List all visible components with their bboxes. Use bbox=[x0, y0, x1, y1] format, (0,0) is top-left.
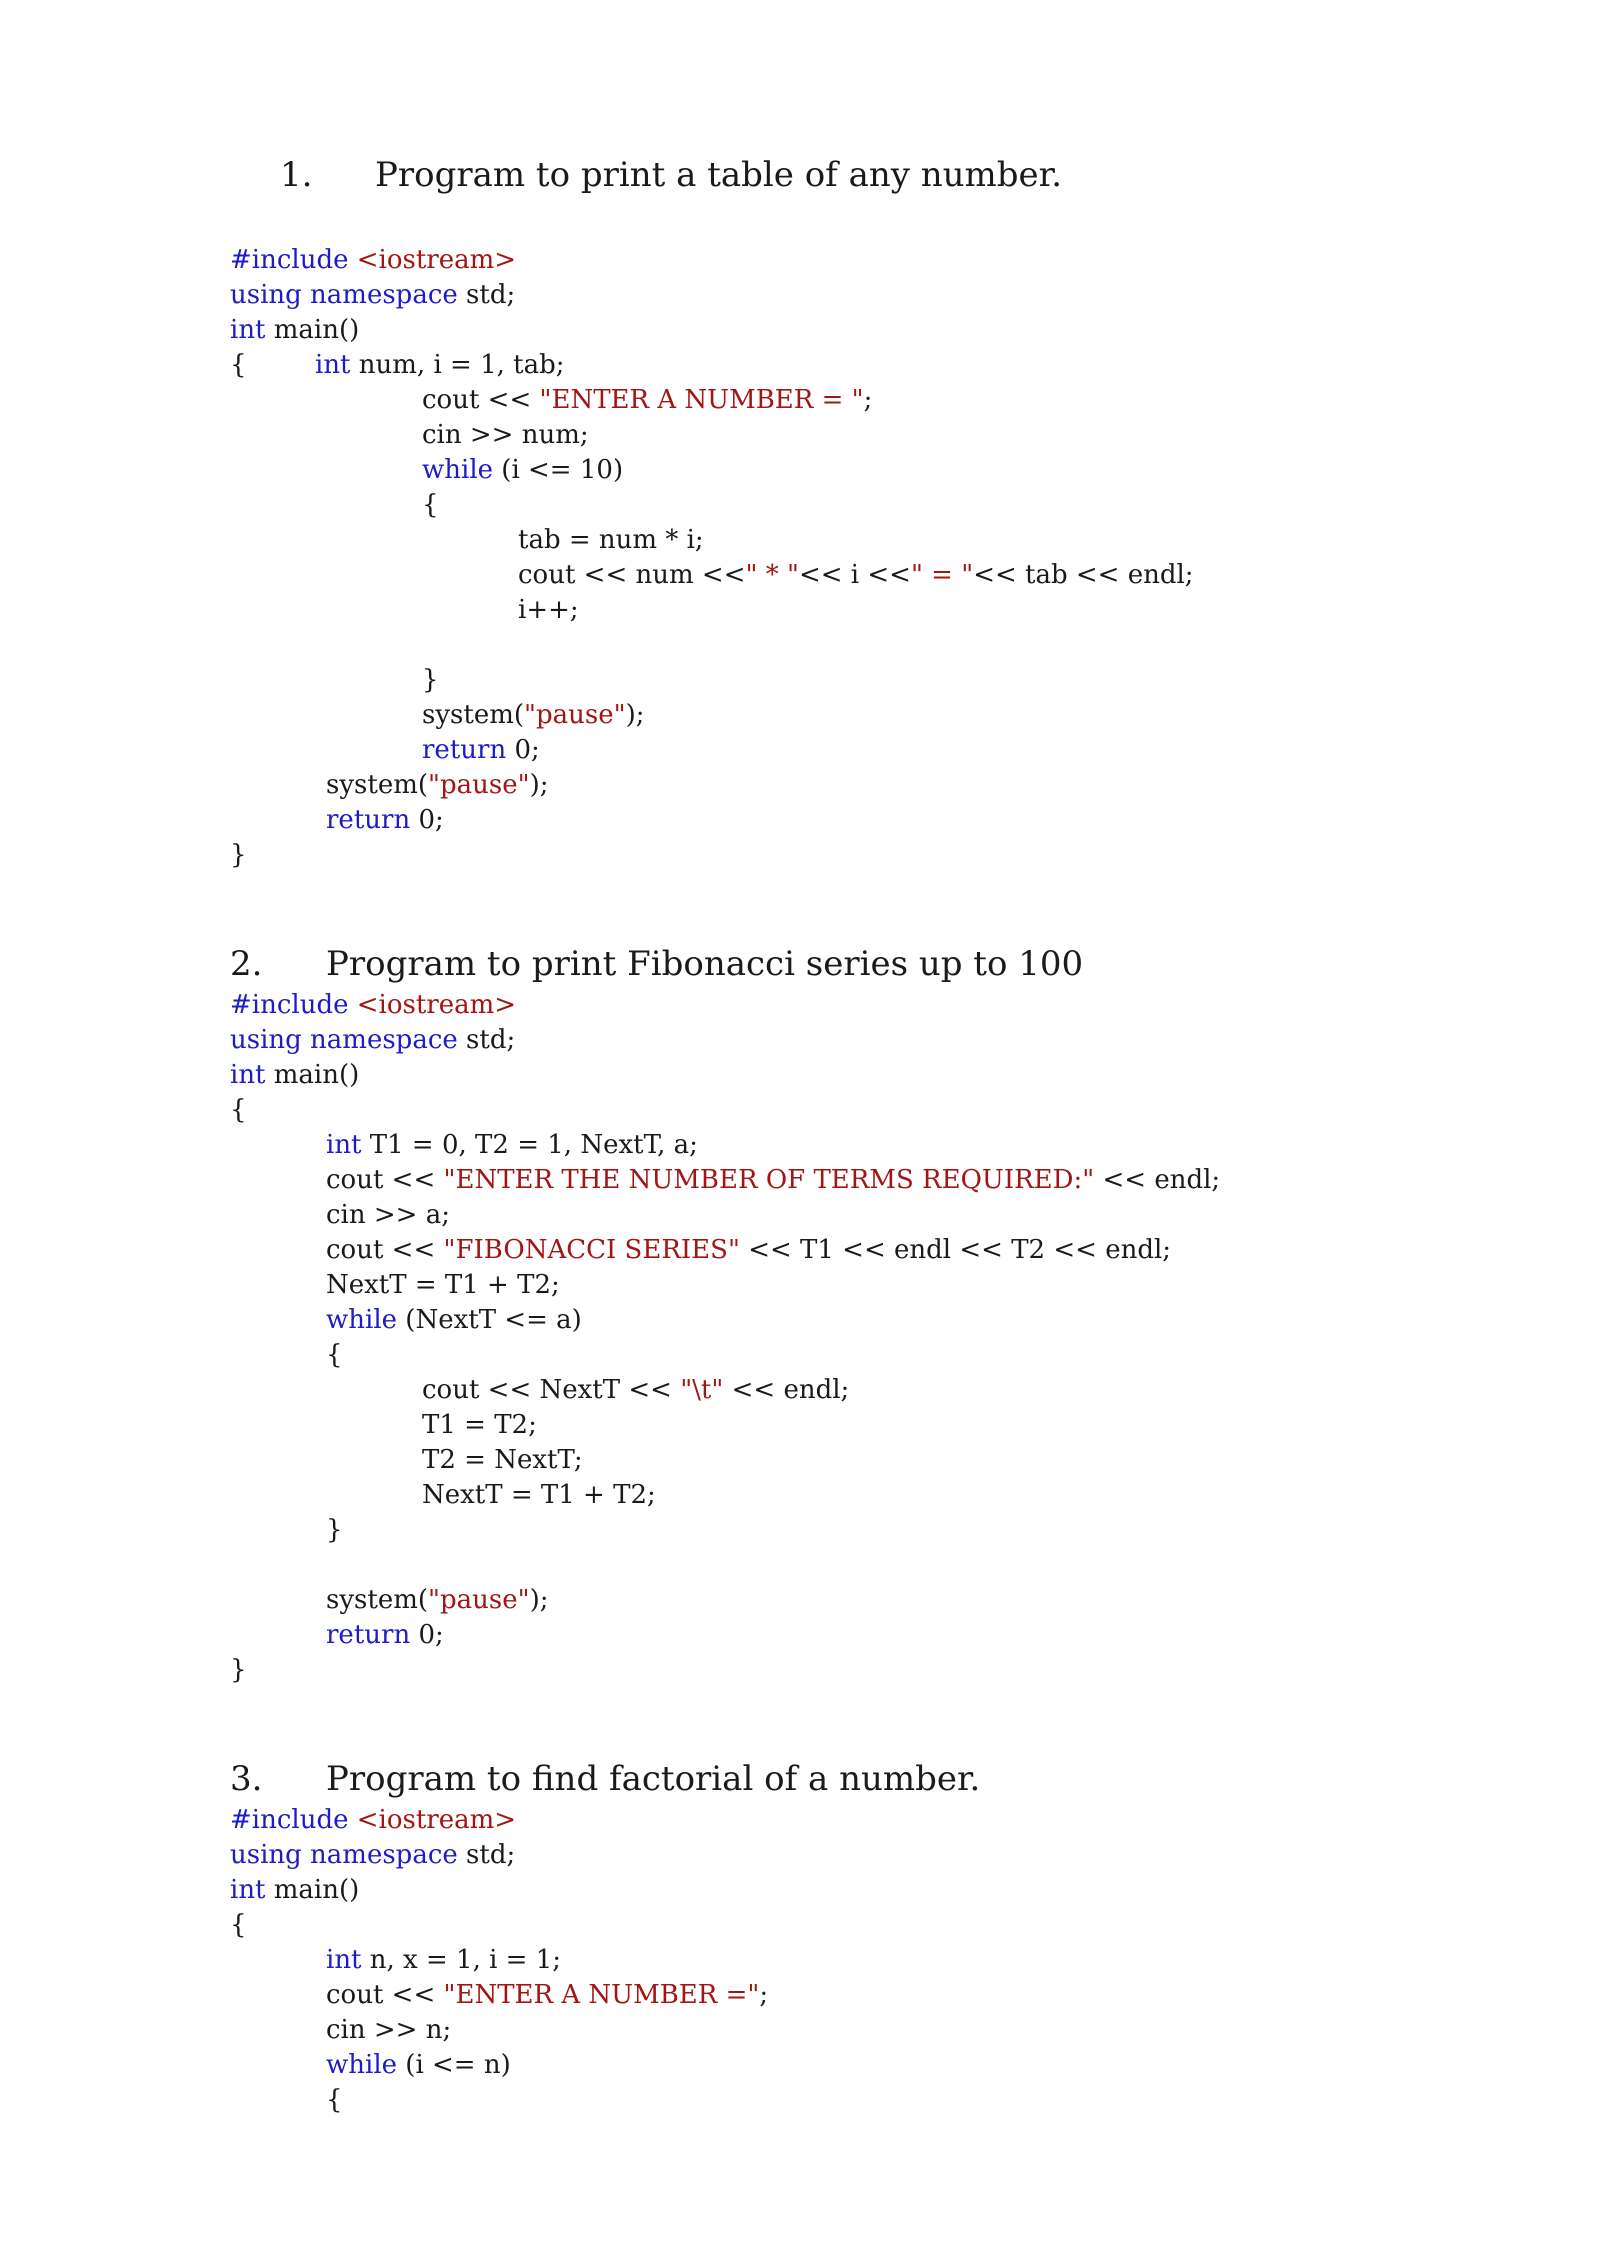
code-line bbox=[230, 349, 247, 381]
code-keyword: int bbox=[230, 1060, 274, 1090]
code-line bbox=[326, 1584, 548, 1616]
code-line bbox=[326, 2014, 451, 2046]
code-line bbox=[518, 594, 579, 626]
code-text: ; bbox=[863, 385, 873, 415]
section-2-title: Program to print Fibonacci series up to 100 bbox=[326, 944, 1084, 984]
code-text: main() bbox=[273, 315, 360, 345]
code-keyword: int bbox=[230, 1875, 274, 1905]
code-line bbox=[422, 664, 439, 696]
code-string: "ENTER A NUMBER = " bbox=[539, 385, 864, 415]
code-string: <iostream> bbox=[356, 990, 517, 1020]
code-keyword: return bbox=[422, 735, 515, 765]
code-line bbox=[326, 1199, 450, 1231]
code-line bbox=[326, 769, 548, 801]
code-line bbox=[326, 2084, 343, 2116]
code-text: { bbox=[326, 1340, 343, 1370]
code-string: " = " bbox=[910, 560, 974, 590]
code-line bbox=[230, 1654, 247, 1686]
code-line bbox=[326, 2049, 511, 2081]
code-text: T1 = 0, T2 = 1, NextT, a; bbox=[369, 1130, 698, 1160]
code-line bbox=[422, 489, 439, 521]
code-text: ); bbox=[529, 1585, 549, 1615]
code-text: cin >> a; bbox=[326, 1200, 450, 1230]
code-keyword: #include bbox=[230, 245, 357, 275]
code-line bbox=[230, 279, 515, 311]
code-text: << tab << endl; bbox=[973, 560, 1194, 590]
code-text: main() bbox=[273, 1060, 360, 1090]
code-text: n, x = 1, i = 1; bbox=[369, 1945, 562, 1975]
code-text: ); bbox=[625, 700, 645, 730]
code-line bbox=[230, 1094, 247, 1126]
code-line bbox=[315, 349, 565, 381]
code-line bbox=[422, 1374, 849, 1406]
code-text: NextT = T1 + T2; bbox=[326, 1270, 560, 1300]
code-line bbox=[422, 699, 644, 731]
code-line bbox=[422, 1444, 583, 1476]
code-line bbox=[422, 454, 623, 486]
code-text: cout << bbox=[326, 1235, 444, 1265]
code-text: } bbox=[422, 665, 439, 695]
code-string: "pause" bbox=[524, 700, 626, 730]
code-line bbox=[230, 1839, 515, 1871]
section-1-number: 1. bbox=[280, 155, 313, 195]
code-line bbox=[422, 419, 589, 451]
code-line bbox=[326, 1234, 1171, 1266]
section-3-number: 3. bbox=[230, 1759, 263, 1799]
code-line bbox=[326, 1339, 343, 1371]
code-text: T2 = NextT; bbox=[422, 1445, 583, 1475]
code-text: { bbox=[230, 350, 247, 380]
code-string: <iostream> bbox=[356, 1805, 517, 1835]
code-text: i++; bbox=[518, 595, 579, 625]
code-text: << endl; bbox=[723, 1375, 850, 1405]
code-keyword: return bbox=[326, 1620, 419, 1650]
code-string: "FIBONACCI SERIES" bbox=[443, 1235, 740, 1265]
code-string: "pause" bbox=[428, 1585, 530, 1615]
code-text: std; bbox=[466, 1840, 516, 1870]
code-line bbox=[230, 1804, 516, 1836]
code-text: ); bbox=[529, 770, 549, 800]
code-string: "pause" bbox=[428, 770, 530, 800]
code-keyword: #include bbox=[230, 990, 357, 1020]
code-text: system( bbox=[326, 770, 429, 800]
code-text: ; bbox=[759, 1980, 769, 2010]
code-line bbox=[230, 1059, 359, 1091]
code-line bbox=[230, 989, 516, 1021]
code-text: tab = num * i; bbox=[518, 525, 704, 555]
code-keyword: #include bbox=[230, 1805, 357, 1835]
code-text: num, i = 1, tab; bbox=[358, 350, 565, 380]
code-text: } bbox=[230, 840, 247, 870]
code-keyword: while bbox=[326, 2050, 406, 2080]
code-keyword: using namespace bbox=[230, 1840, 467, 1870]
code-text: cin >> num; bbox=[422, 420, 589, 450]
code-text: NextT = T1 + T2; bbox=[422, 1480, 656, 1510]
code-text: << endl; bbox=[1094, 1165, 1221, 1195]
code-line bbox=[326, 1619, 444, 1651]
code-text: } bbox=[326, 1515, 343, 1545]
code-string: "ENTER A NUMBER =" bbox=[443, 1980, 760, 2010]
code-line bbox=[326, 804, 444, 836]
section-2-number: 2. bbox=[230, 944, 263, 984]
code-keyword: while bbox=[422, 455, 502, 485]
code-text: cout << NextT << bbox=[422, 1375, 681, 1405]
code-text: << i << bbox=[798, 560, 911, 590]
code-string: "\t" bbox=[680, 1375, 724, 1405]
section-3-title: Program to find factorial of a number. bbox=[326, 1759, 981, 1799]
code-text: (NextT <= a) bbox=[405, 1305, 582, 1335]
code-line bbox=[230, 839, 247, 871]
code-text: 0; bbox=[514, 735, 540, 765]
code-line bbox=[230, 314, 359, 346]
code-text: 0; bbox=[418, 1620, 444, 1650]
code-line bbox=[422, 734, 540, 766]
code-text: << T1 << endl << T2 << endl; bbox=[739, 1235, 1172, 1265]
code-text: cout << bbox=[326, 1980, 444, 2010]
code-text: cout << bbox=[326, 1165, 444, 1195]
code-keyword: int bbox=[326, 1945, 370, 1975]
code-line bbox=[326, 1129, 698, 1161]
code-line bbox=[230, 1874, 359, 1906]
code-text: } bbox=[230, 1655, 247, 1685]
code-line bbox=[230, 1909, 247, 1941]
code-keyword: int bbox=[230, 315, 274, 345]
code-text: { bbox=[326, 2085, 343, 2115]
code-line bbox=[326, 1304, 582, 1336]
code-keyword: return bbox=[326, 805, 419, 835]
code-text: T1 = T2; bbox=[422, 1410, 537, 1440]
code-text: cin >> n; bbox=[326, 2015, 452, 2045]
code-line bbox=[326, 1944, 561, 1976]
code-text: { bbox=[422, 490, 439, 520]
code-line bbox=[230, 244, 516, 276]
code-string: <iostream> bbox=[356, 245, 517, 275]
code-text: cout << num << bbox=[518, 560, 746, 590]
code-string: " * " bbox=[745, 560, 799, 590]
code-line bbox=[422, 1409, 537, 1441]
code-text: { bbox=[230, 1095, 247, 1125]
code-line bbox=[422, 384, 872, 416]
code-text: { bbox=[230, 1910, 247, 1940]
code-keyword: int bbox=[315, 350, 359, 380]
code-line bbox=[326, 1269, 560, 1301]
code-text: std; bbox=[466, 280, 516, 310]
code-text: (i <= 10) bbox=[501, 455, 624, 485]
code-keyword: while bbox=[326, 1305, 406, 1335]
code-line bbox=[326, 1164, 1220, 1196]
code-text: std; bbox=[466, 1025, 516, 1055]
code-line bbox=[326, 1514, 343, 1546]
code-keyword: int bbox=[326, 1130, 370, 1160]
code-text: system( bbox=[326, 1585, 429, 1615]
code-line bbox=[326, 1979, 768, 2011]
code-line bbox=[518, 524, 704, 556]
code-line bbox=[422, 1479, 656, 1511]
code-text: system( bbox=[422, 700, 525, 730]
code-text: main() bbox=[273, 1875, 360, 1905]
section-1-title: Program to print a table of any number. bbox=[375, 155, 1063, 195]
code-text: 0; bbox=[418, 805, 444, 835]
code-line bbox=[518, 559, 1194, 591]
code-text: (i <= n) bbox=[405, 2050, 511, 2080]
code-line bbox=[230, 1024, 515, 1056]
code-keyword: using namespace bbox=[230, 280, 467, 310]
code-string: "ENTER THE NUMBER OF TERMS REQUIRED:" bbox=[443, 1165, 1095, 1195]
code-text: cout << bbox=[422, 385, 540, 415]
code-keyword: using namespace bbox=[230, 1025, 467, 1055]
